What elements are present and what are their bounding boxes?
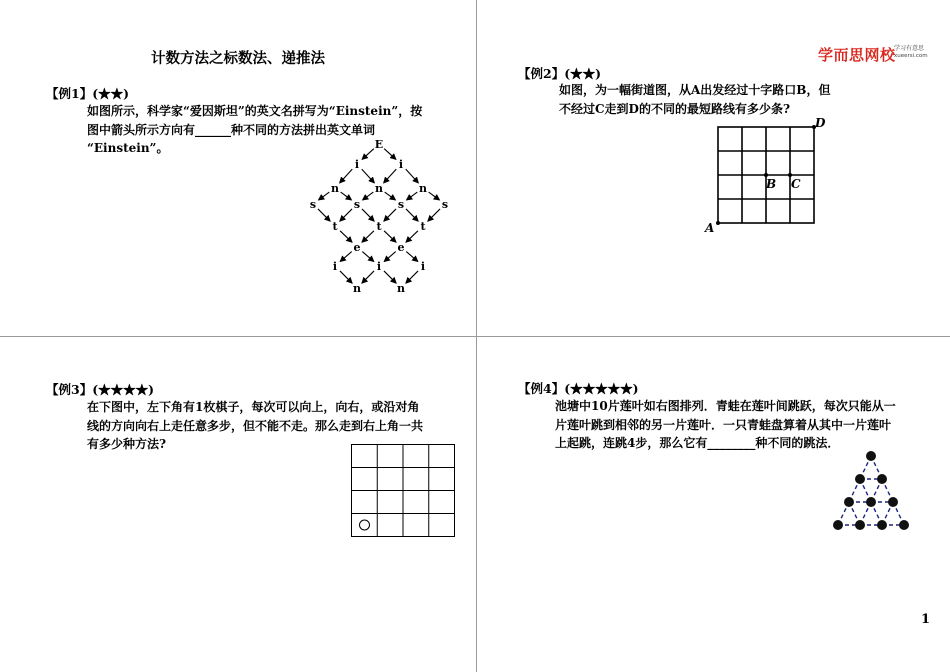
example-1-line: 如图所示，科学家“爱因斯坦”的英文名拼写为“Einstein”，按 xyxy=(87,104,423,118)
lotus-leaf-icon xyxy=(866,451,876,461)
lattice-arrow xyxy=(428,209,440,221)
point-a-dot xyxy=(716,221,720,225)
point-a-label: A xyxy=(705,221,715,235)
lattice-letter: n xyxy=(397,282,405,295)
lattice-arrow xyxy=(362,209,374,221)
lotus-leaf-icon xyxy=(888,497,898,507)
lattice-arrow xyxy=(318,209,330,221)
lotus-leaf-icon xyxy=(833,520,843,530)
lattice-letter: i xyxy=(354,158,360,171)
example-2-line: 不经过C走到D的不同的最短路线有多少条? xyxy=(559,101,790,116)
lotus-leaf-icon xyxy=(855,520,865,530)
lattice-letter: i xyxy=(398,158,404,171)
lattice-arrow xyxy=(341,192,352,200)
lattice-letter: n xyxy=(419,182,427,195)
lotus-leaf-icon xyxy=(844,497,854,507)
lattice-arrow xyxy=(406,252,417,262)
lattice-arrow xyxy=(340,231,352,242)
example-4-label: 【例4】(★★★★★) xyxy=(518,381,639,396)
lotus-leaf-icon xyxy=(877,520,887,530)
lattice-arrow xyxy=(407,192,418,200)
example-4-line: 片莲叶跳到相邻的另一片莲叶．一只青蛙盘算着从其中一片莲叶 xyxy=(555,417,892,432)
lattice-arrow xyxy=(406,231,418,242)
logo-url: xueersi.com xyxy=(894,53,928,59)
lattice-arrow xyxy=(340,209,352,221)
point-d-label: D xyxy=(815,116,826,130)
logo-tagline: 学习有意思 xyxy=(894,45,925,52)
lattice-arrow xyxy=(406,169,419,183)
lattice-arrow xyxy=(384,271,396,283)
lattice-letter: s xyxy=(309,198,317,211)
lattice-arrow xyxy=(362,169,375,183)
lattice-letter: s xyxy=(397,198,405,211)
example-1-line: “Einstein”。 xyxy=(87,141,169,155)
chess-piece-icon xyxy=(360,520,370,530)
lattice-arrow xyxy=(406,209,418,221)
lattice-letter: s xyxy=(441,198,449,211)
point-b-label: B xyxy=(766,177,777,191)
lattice-arrow xyxy=(384,231,396,242)
lattice-letter: e xyxy=(353,241,361,254)
lattice-letter: t xyxy=(376,220,382,233)
lattice-letter: t xyxy=(420,220,426,233)
example-2-label: 【例2】(★★) xyxy=(518,66,602,81)
lattice-arrow xyxy=(385,192,396,200)
example-4-line: 池塘中10片莲叶如右图排列．青蛙在莲叶间跳跃，每次只能从一 xyxy=(555,399,896,413)
example-1-label: 【例1】(★★) xyxy=(46,86,130,101)
lattice-arrow xyxy=(362,252,373,262)
lotus-leaf-icon xyxy=(899,520,909,530)
page-title: 计数方法之标数法、递推法 xyxy=(151,50,325,67)
lotus-leaf-icon xyxy=(866,497,876,507)
example-3-label: 【例3】(★★★★) xyxy=(46,382,155,397)
lattice-arrow xyxy=(362,149,374,160)
example-4-line: 上起跳，连跳4步，那么它有________种不同的跳法． xyxy=(555,436,840,450)
lattice-letter: n xyxy=(375,182,383,195)
page-number: 1 xyxy=(921,612,931,627)
lotus-leaf-icon xyxy=(855,474,865,484)
einstein-letter-diagram xyxy=(300,132,450,297)
lattice-arrow xyxy=(384,149,396,160)
lattice-arrow xyxy=(362,271,374,283)
lattice-letter: t xyxy=(332,220,338,233)
point-c-label: C xyxy=(791,177,801,191)
lotus-connections xyxy=(838,456,904,525)
lattice-arrow xyxy=(340,271,352,283)
lotus-leaf-triangle-figure xyxy=(810,440,940,545)
lattice-arrow xyxy=(362,231,374,242)
lattice-arrow xyxy=(406,271,418,283)
lattice-arrow xyxy=(319,192,330,200)
lotus-leaf-icon xyxy=(877,474,887,484)
lattice-arrow xyxy=(340,252,351,262)
example-3-line: 在下图中，左下角有1枚棋子，每次可以向上，向右，或沿对角 xyxy=(87,400,420,414)
lattice-letter: i xyxy=(376,260,382,273)
lattice-arrow xyxy=(429,192,440,200)
quadrant-divider-horizontal xyxy=(0,336,950,337)
xueersi-logo xyxy=(818,44,928,65)
example-3-line: 线的方向向右上走任意多步，但不能不走。那么走到右上角一共 xyxy=(87,418,424,433)
logo-name: 学而思网校 xyxy=(818,46,896,64)
lattice-letter: n xyxy=(353,282,361,295)
lattice-arrow xyxy=(384,252,395,262)
lattice-letter: s xyxy=(353,198,361,211)
lattice-letter: n xyxy=(331,182,339,195)
lattice-arrow xyxy=(340,169,353,183)
lattice-letter: i xyxy=(332,260,338,273)
lattice-letter: e xyxy=(397,241,405,254)
lattice-letter: E xyxy=(374,138,384,151)
lattice-arrow xyxy=(363,192,374,200)
example-1-line: 图中箭头所示方向有______种不同的方法拼出英文单词 xyxy=(87,122,376,137)
example-3-line: 有多少种方法? xyxy=(87,437,167,451)
lattice-letter: i xyxy=(420,260,426,273)
lattice-arrow xyxy=(384,169,397,183)
chessboard-figure xyxy=(349,443,459,539)
street-grid-figure xyxy=(700,112,835,237)
lattice-arrow xyxy=(384,209,396,221)
example-2-line: 如图，为一幅街道图，从A出发经过十字路口B，但 xyxy=(559,83,831,97)
